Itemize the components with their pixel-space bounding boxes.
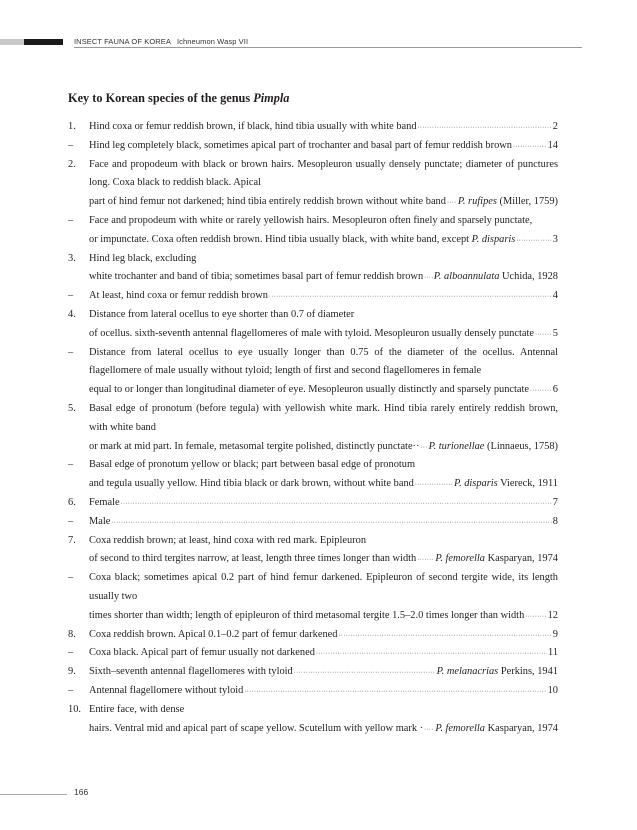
couplet-row xyxy=(68,701,558,739)
couplet-taxon xyxy=(454,475,558,494)
dot-leader xyxy=(418,123,552,133)
header-volume: Ichneumon Wasp VII xyxy=(176,37,249,46)
couplet-text-end: of second to third tergites narrow, at least, length three times longer than width xyxy=(89,553,417,565)
couplet-text-end: times shorter than width; length of epipleuron of third metasomal tergite 1.5–2.0 times longer than width xyxy=(89,609,525,621)
species-name: P. femorella xyxy=(435,553,485,565)
couplet-text-end: equal to or longer than longitudinal diameter of eye. Mesopleuron usually distinctly and sparsely punctate xyxy=(89,384,530,396)
couplet-body xyxy=(89,701,558,739)
couplet-lead-line xyxy=(89,644,558,663)
dot-leader xyxy=(516,236,551,246)
couplet-target: 7 xyxy=(552,496,558,508)
couplet-text-end: Sixth–seventh antennal flagellomeres with tyloid xyxy=(89,666,293,678)
couplet-row xyxy=(68,456,558,494)
couplet-target: 14 xyxy=(547,139,558,151)
species-name: P. melanacrias xyxy=(436,666,499,678)
species-author: Perkins, 1941 xyxy=(500,666,558,678)
dot-leader xyxy=(530,386,552,396)
couplet-text: Hind leg black, excluding xyxy=(89,252,197,264)
species-author: (Miller, 1759) xyxy=(499,196,558,208)
couplet-text: Distance from lateral ocellus to eye usually longer than 0.75 of the diameter of the ocellus. Antennal flagellomere of male usually without tyloid; length of first and second flagellomeres in female xyxy=(89,346,558,377)
couplet-lead-line xyxy=(89,438,558,457)
couplet-text-end: hairs. Ventral mid and apical part of scape yellow. Scutellum with yellow mark · xyxy=(89,722,424,734)
couplet-row xyxy=(68,400,558,456)
footer-rule xyxy=(0,794,67,795)
couplet-body xyxy=(89,344,558,400)
identification-key xyxy=(68,118,558,738)
species-inline: P. disparis xyxy=(471,233,516,245)
species-name: P. femorella xyxy=(435,722,485,734)
species-name: P. turionellae xyxy=(428,440,485,452)
couplet-text-end: Hind leg completely black, sometimes apical part of trochanter and basal part of femur reddish brown xyxy=(89,139,512,151)
couplet-text-end: Coxa reddish brown. Apical 0.1–0.2 part of femur darkened xyxy=(89,628,338,640)
dot-leader xyxy=(424,725,434,735)
dot-leader xyxy=(338,631,551,641)
couplet-body xyxy=(89,513,558,532)
couplet-text-end: Antennal flagellomere without tyloid xyxy=(89,684,244,696)
couplet-row xyxy=(68,644,558,663)
species-name: P. alboannulata xyxy=(433,271,500,283)
header-rule xyxy=(74,47,582,48)
title-text: Key to Korean species of the genus xyxy=(68,91,254,105)
couplet-body xyxy=(89,212,558,250)
header-series: INSECT FAUNA OF KOREA xyxy=(74,37,171,46)
couplet-body xyxy=(89,306,558,344)
species-name: P. rufipes xyxy=(457,196,497,208)
couplet-text: Face and propodeum with white or rarely yellowish hairs. Mesopleuron often finely and sparsely punctate, xyxy=(89,214,533,226)
couplet-lead-line xyxy=(89,268,558,287)
couplet-text: Entire face, with dense xyxy=(89,703,185,715)
couplet-taxon xyxy=(429,438,558,457)
couplet-body xyxy=(89,137,558,156)
couplet-label: – xyxy=(68,346,74,358)
couplet-body xyxy=(89,644,558,663)
couplet-label: – xyxy=(68,572,74,584)
couplet-text-end: white trochanter and band of tibia; sometimes basal part of femur reddish brown xyxy=(89,271,424,283)
running-header xyxy=(74,37,248,46)
couplet-body xyxy=(89,494,558,513)
couplet-text: Coxa black; sometimes apical 0.2 part of hind femur darkened. Epipleuron of second tergite wide, its length usually two xyxy=(89,572,558,602)
couplet-label: – xyxy=(68,647,74,659)
couplet-lead-line xyxy=(89,607,558,626)
couplet-label: – xyxy=(68,290,74,302)
couplet-body xyxy=(89,626,558,645)
couplet-lead-line xyxy=(89,475,558,494)
dot-leader xyxy=(244,687,546,697)
couplet-text: Basal edge of pronotum (before tegula) with yellowish white mark. Hind tibia rarely entirely reddish brown, with white band xyxy=(89,402,558,433)
couplet-row xyxy=(68,137,558,156)
dot-leader xyxy=(420,443,427,453)
couplet-text-end: Hind coxa or femur reddish brown, if black, hind tibia usually with white band xyxy=(89,121,417,132)
couplet-row xyxy=(68,569,558,625)
couplet-lead-line xyxy=(89,325,558,344)
couplet-text-end: Coxa black. Apical part of femur usually not darkened xyxy=(89,647,315,659)
couplet-lead-line xyxy=(89,663,558,682)
page-number: 166 xyxy=(74,787,89,797)
couplet-target: 12 xyxy=(547,609,558,621)
couplet-lead-line xyxy=(89,193,558,212)
couplet-body xyxy=(89,287,558,306)
couplet-label: – xyxy=(68,139,74,151)
species-author: (Linnaeus, 1758) xyxy=(487,440,558,452)
couplet-label: – xyxy=(68,515,74,527)
couplet-lead-line xyxy=(89,381,558,400)
couplet-lead-line xyxy=(89,550,558,569)
couplet-target: 3 xyxy=(552,233,558,245)
header-bar-black xyxy=(24,39,63,45)
header-bar-grey xyxy=(0,39,24,45)
dot-leader xyxy=(513,142,547,152)
couplet-body xyxy=(89,400,558,456)
dot-leader xyxy=(269,292,552,302)
couplet-target: 11 xyxy=(547,647,558,659)
couplet-row xyxy=(68,287,558,306)
couplet-text-end: Female xyxy=(89,496,120,508)
species-author: Uchida, 1928 xyxy=(502,271,558,283)
title-genus: Pimpla xyxy=(253,91,290,105)
couplet-taxon xyxy=(435,550,558,569)
species-author: Viereck, 1911 xyxy=(500,478,558,490)
couplet-body xyxy=(89,682,558,701)
couplet-row xyxy=(68,250,558,288)
couplet-row xyxy=(68,306,558,344)
couplet-body xyxy=(89,532,558,570)
couplet-label: 7. xyxy=(68,534,76,546)
couplet-body xyxy=(89,456,558,494)
couplet-target: 6 xyxy=(552,384,558,396)
couplet-row xyxy=(68,663,558,682)
couplet-target: 4 xyxy=(552,290,558,302)
couplet-label: 6. xyxy=(68,496,76,508)
dot-leader xyxy=(447,198,457,208)
couplet-row xyxy=(68,494,558,513)
couplet-text: Basal edge of pronotum yellow or black; part between basal edge of pronotum xyxy=(89,459,416,471)
dot-leader xyxy=(121,499,552,509)
dot-leader xyxy=(424,273,433,283)
couplet-row xyxy=(68,532,558,570)
couplet-text: Face and propodeum with black or brown hairs. Mesopleuron usually densely punctate; diameter of punctures long. Coxa black to reddish black. Apical xyxy=(89,158,558,189)
couplet-target: 10 xyxy=(547,684,558,696)
couplet-row xyxy=(68,513,558,532)
couplet-label: 4. xyxy=(68,308,76,320)
couplet-row xyxy=(68,212,558,250)
couplet-lead-line xyxy=(89,513,558,532)
couplet-lead-line xyxy=(89,682,558,701)
couplet-taxon xyxy=(435,720,558,739)
couplet-label: 8. xyxy=(68,628,76,640)
couplet-lead-line xyxy=(89,287,558,306)
dot-leader xyxy=(294,668,436,678)
couplet-lead-line xyxy=(89,118,558,137)
couplet-body xyxy=(89,663,558,682)
couplet-text-end: of ocellus. sixth-seventh antennal flagellomeres of male with tyloid. Mesopleuron usually densely punctate xyxy=(89,327,534,339)
couplet-lead-line xyxy=(89,720,558,739)
couplet-text: Coxa reddish brown; at least, hind coxa with red mark. Epipleuron xyxy=(89,534,367,546)
couplet-lead-line xyxy=(89,137,558,156)
couplet-text-end: Male xyxy=(89,515,111,527)
couplet-label: 3. xyxy=(68,252,76,264)
couplet-target: 5 xyxy=(552,327,558,339)
couplet-taxon xyxy=(458,193,558,212)
couplet-label: 1. xyxy=(68,121,76,132)
couplet-body xyxy=(89,569,558,625)
couplet-label: 9. xyxy=(68,666,76,678)
page-title xyxy=(68,91,289,106)
couplet-target: 8 xyxy=(552,515,558,527)
couplet-text-end: or mark at mid part. In female, metasomal tergite polished, distinctly punctate·· xyxy=(89,440,420,452)
dot-leader xyxy=(417,555,434,565)
couplet-label: – xyxy=(68,459,74,471)
couplet-row xyxy=(68,118,558,137)
couplet-text-end: part of hind femur not darkened; hind tibia entirely reddish brown without white band xyxy=(89,196,446,208)
couplet-target: 9 xyxy=(552,628,558,640)
couplet-label: 10. xyxy=(68,703,81,715)
couplet-text: Distance from lateral ocellus to eye shorter than 0.7 of diameter xyxy=(89,308,355,320)
couplet-target: 2 xyxy=(552,121,558,132)
couplet-label: – xyxy=(68,214,74,226)
couplet-text-end: or impunctate. Coxa often reddish brown. Hind tibia usually black, with white band, except P. disparis xyxy=(89,233,516,245)
species-name: P. disparis xyxy=(454,478,498,490)
dot-leader xyxy=(316,649,547,659)
couplet-body xyxy=(89,250,558,288)
couplet-label: – xyxy=(68,684,74,696)
couplet-text-end: and tegula usually yellow. Hind tibia black or dark brown, without white band xyxy=(89,478,414,490)
couplet-text-end: At least, hind coxa or femur reddish brown xyxy=(89,290,268,302)
couplet-taxon xyxy=(437,663,558,682)
dot-leader xyxy=(535,330,552,340)
couplet-label: 2. xyxy=(68,158,76,170)
couplet-body xyxy=(89,118,558,137)
dot-leader xyxy=(525,612,546,622)
couplet-lead-line xyxy=(89,231,558,250)
couplet-taxon xyxy=(434,268,558,287)
couplet-row xyxy=(68,682,558,701)
species-author: Kasparyan, 1974 xyxy=(487,722,558,734)
couplet-row xyxy=(68,626,558,645)
couplet-row xyxy=(68,156,558,212)
couplet-row xyxy=(68,344,558,400)
couplet-lead-line xyxy=(89,494,558,513)
couplet-label: 5. xyxy=(68,402,76,414)
couplet-body xyxy=(89,156,558,212)
dot-leader xyxy=(111,518,551,528)
couplet-lead-line xyxy=(89,626,558,645)
species-author: Kasparyan, 1974 xyxy=(487,553,558,565)
dot-leader xyxy=(415,480,453,490)
